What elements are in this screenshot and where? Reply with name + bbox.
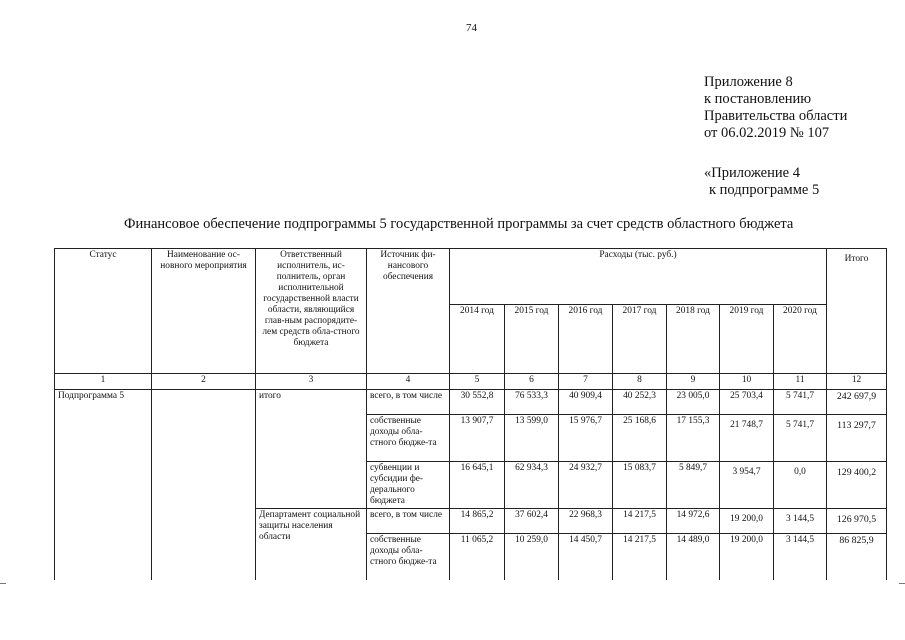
total-cell: 242 697,9 bbox=[827, 390, 887, 415]
source-cell: субвенции и субсидии фе-дерального бюджета bbox=[367, 462, 450, 509]
budget-table bbox=[54, 248, 887, 580]
value-cell: 0,0 bbox=[774, 462, 827, 509]
value-cell: 40 252,3 bbox=[613, 390, 667, 415]
column-number: 12 bbox=[827, 374, 887, 390]
sub-appendix-line: «Приложение 4 bbox=[704, 165, 800, 181]
column-number: 8 bbox=[613, 374, 667, 390]
value-cell: 13 907,7 bbox=[450, 415, 505, 462]
value-cell: 23 005,0 bbox=[667, 390, 720, 415]
appendix-line: от 06.02.2019 № 107 bbox=[704, 125, 830, 141]
value-cell: 15 083,7 bbox=[613, 462, 667, 509]
document-title: Финансовое обеспечение подпрограммы 5 государственной программы за счет средств областного бюджета bbox=[124, 216, 794, 232]
column-number: 10 bbox=[720, 374, 774, 390]
value-cell: 11 065,2 bbox=[450, 534, 505, 581]
value-cell: 19 200,0 bbox=[720, 509, 774, 534]
value-cell: 40 909,4 bbox=[559, 390, 613, 415]
column-number: 2 bbox=[152, 374, 256, 390]
header-executor: Ответственный исполнитель, ис-полнитель, орган исполнительной государственной власти области, являющийся глав-ным распорядите-лем средств обла-стного бюджета bbox=[256, 249, 367, 374]
margin-mark bbox=[899, 583, 905, 584]
total-cell: 126 970,5 bbox=[827, 509, 887, 534]
value-cell: 21 748,7 bbox=[720, 415, 774, 462]
value-cell: 14 865,2 bbox=[450, 509, 505, 534]
header-total: Итого bbox=[827, 249, 887, 374]
value-cell: 30 552,8 bbox=[450, 390, 505, 415]
source-cell: всего, в том числе bbox=[367, 390, 450, 415]
value-cell: 24 932,7 bbox=[559, 462, 613, 509]
header-year: 2016 год bbox=[559, 305, 613, 374]
margin-mark bbox=[0, 583, 6, 584]
value-cell: 14 489,0 bbox=[667, 534, 720, 581]
column-number: 7 bbox=[559, 374, 613, 390]
executor-cell: итого bbox=[256, 390, 367, 509]
value-cell: 5 741,7 bbox=[774, 390, 827, 415]
header-year: 2017 год bbox=[613, 305, 667, 374]
value-cell: 62 934,3 bbox=[505, 462, 559, 509]
column-number: 5 bbox=[450, 374, 505, 390]
value-cell: 13 599,0 bbox=[505, 415, 559, 462]
value-cell: 76 533,3 bbox=[505, 390, 559, 415]
source-cell: собственные доходы обла-стного бюдже-та bbox=[367, 415, 450, 462]
value-cell: 22 968,3 bbox=[559, 509, 613, 534]
appendix-line: к постановлению bbox=[704, 91, 812, 107]
appendix-block bbox=[704, 74, 847, 142]
total-cell: 86 825,9 bbox=[827, 534, 887, 581]
status-cell: Подпрограмма 5 bbox=[55, 390, 152, 581]
value-cell: 14 217,5 bbox=[613, 534, 667, 581]
header-year: 2015 год bbox=[505, 305, 559, 374]
page-number: 74 bbox=[466, 22, 477, 34]
source-cell: всего, в том числе bbox=[367, 509, 450, 534]
header-source: Источник фи-нансового обеспечения bbox=[367, 249, 450, 374]
column-number: 9 bbox=[667, 374, 720, 390]
column-number: 3 bbox=[256, 374, 367, 390]
header-year: 2014 год bbox=[450, 305, 505, 374]
event-cell bbox=[152, 390, 256, 581]
value-cell: 14 217,5 bbox=[613, 509, 667, 534]
value-cell: 14 972,6 bbox=[667, 509, 720, 534]
sub-appendix-line: к подпрограмме 5 bbox=[709, 182, 820, 198]
table-header-row bbox=[55, 249, 887, 305]
value-cell: 37 602,4 bbox=[505, 509, 559, 534]
source-cell: собственные доходы обла-стного бюдже-та bbox=[367, 534, 450, 581]
column-number: 4 bbox=[367, 374, 450, 390]
table-row bbox=[55, 390, 887, 415]
header-year: 2019 год bbox=[720, 305, 774, 374]
header-year: 2020 год bbox=[774, 305, 827, 374]
total-cell: 113 297,7 bbox=[827, 415, 887, 462]
header-expenses: Расходы (тыс. руб.) bbox=[450, 249, 827, 305]
value-cell: 15 976,7 bbox=[559, 415, 613, 462]
total-cell: 129 400,2 bbox=[827, 462, 887, 509]
column-number-row bbox=[55, 374, 887, 390]
value-cell: 5 741,7 bbox=[774, 415, 827, 462]
value-cell: 25 168,6 bbox=[613, 415, 667, 462]
value-cell: 10 259,0 bbox=[505, 534, 559, 581]
appendix-line: Правительства области bbox=[704, 108, 848, 124]
value-cell: 17 155,3 bbox=[667, 415, 720, 462]
value-cell: 14 450,7 bbox=[559, 534, 613, 581]
header-status: Статус bbox=[55, 249, 152, 374]
value-cell: 16 645,1 bbox=[450, 462, 505, 509]
value-cell: 5 849,7 bbox=[667, 462, 720, 509]
value-cell: 3 144,5 bbox=[774, 509, 827, 534]
header-event: Наименование ос-новного мероприятия bbox=[152, 249, 256, 374]
value-cell: 19 200,0 bbox=[720, 534, 774, 581]
executor-cell: Департамент социальной защиты населения области bbox=[256, 509, 367, 581]
value-cell: 3 144,5 bbox=[774, 534, 827, 581]
sub-appendix-block bbox=[704, 165, 819, 199]
column-number: 6 bbox=[505, 374, 559, 390]
column-number: 1 bbox=[55, 374, 152, 390]
value-cell: 25 703,4 bbox=[720, 390, 774, 415]
column-number: 11 bbox=[774, 374, 827, 390]
header-year: 2018 год bbox=[667, 305, 720, 374]
value-cell: 3 954,7 bbox=[720, 462, 774, 509]
appendix-line: Приложение 8 bbox=[704, 74, 793, 90]
